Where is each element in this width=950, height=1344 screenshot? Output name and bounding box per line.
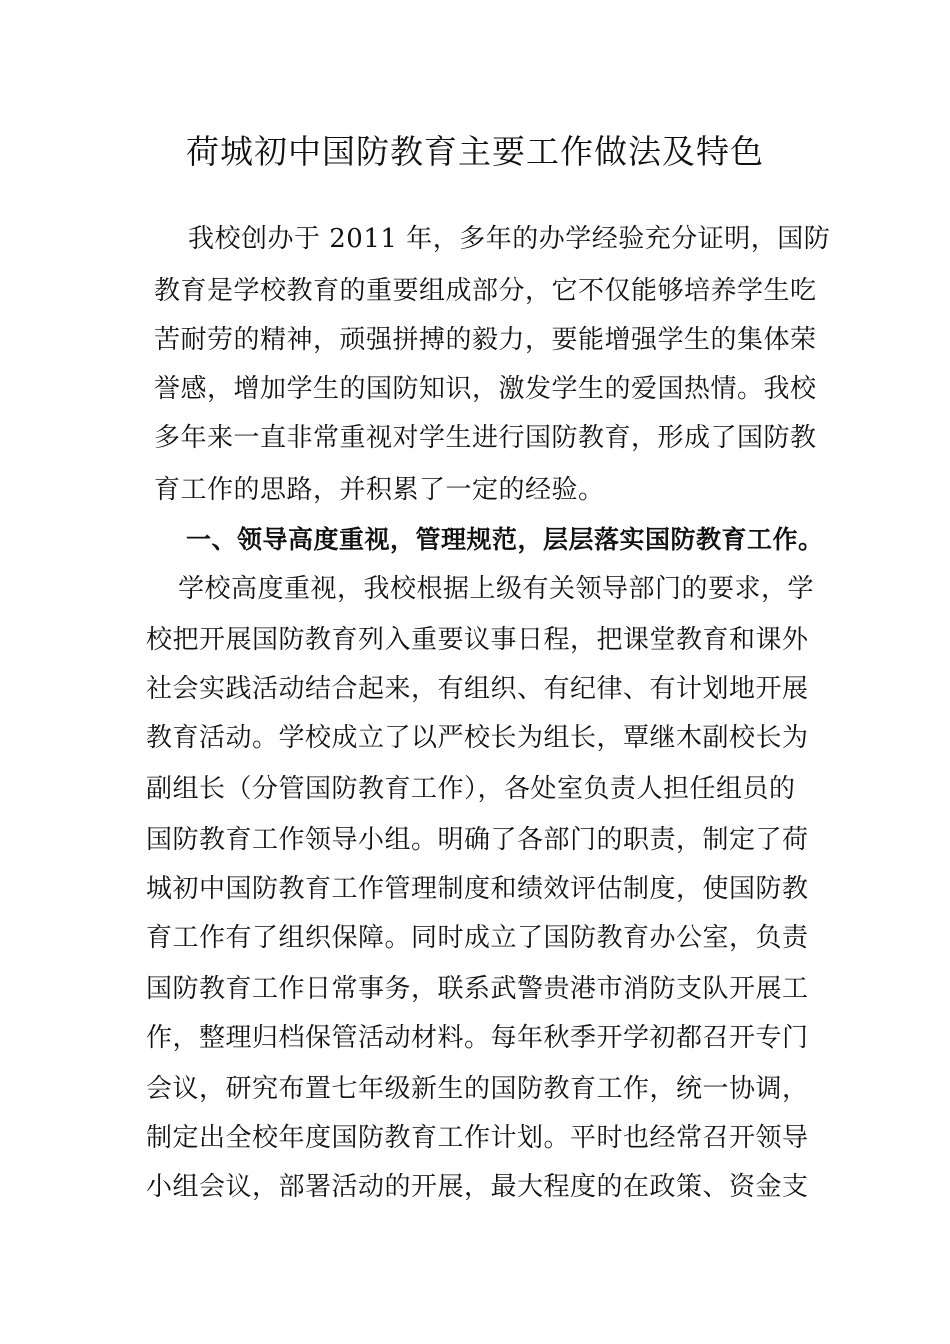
text-line: 国防教育工作领导小组。明确了各部门的职责，制定了荷	[146, 825, 809, 855]
text-line: 城初中国防教育工作管理制度和绩效评估制度，使国防教	[146, 874, 809, 904]
text-line: 小组会议，部署活动的开展，最大程度的在政策、资金支	[146, 1172, 809, 1202]
text-line: 副组长（分管国防教育工作），各处室负责人担任组员的	[146, 774, 796, 804]
text-line: 教育是学校教育的重要组成部分，它不仅能够培养学生吃	[154, 276, 817, 306]
text-line: 誉感，增加学生的国防知识，激发学生的爱国热情。我校	[154, 374, 817, 404]
text-line: 教育活动。学校成立了以严校长为组长，覃继木副校长为	[146, 723, 809, 753]
text-line: 育工作有了组织保障。同时成立了国防教育办公室，负责	[146, 923, 809, 953]
text-line: 苦耐劳的精神，顽强拼搏的毅力，要能增强学生的集体荣	[154, 325, 817, 355]
text-line: 作，整理归档保管活动材料。每年秋季开学初都召开专门	[146, 1023, 809, 1053]
text-line: 育工作的思路，并积累了一定的经验。	[154, 475, 605, 505]
text-line: 国防教育工作日常事务，联系武警贵港市消防支队开展工	[146, 974, 809, 1004]
text-line: 多年来一直非常重视对学生进行国防教育，形成了国防教	[154, 423, 817, 453]
text-line: 学校高度重视，我校根据上级有关领导部门的要求，学	[178, 574, 815, 604]
text-line: 会议，研究布置七年级新生的国防教育工作，统一协调，	[146, 1074, 809, 1104]
text-line: 校把开展国防教育列入重要议事日程，把课堂教育和课外	[146, 625, 809, 655]
section-heading: 一、领导高度重视，管理规范，层层落实国防教育工作。	[186, 525, 824, 554]
text-line: 社会实践活动结合起来，有组织、有纪律、有计划地开展	[146, 674, 809, 704]
text-line: 制定出全校年度国防教育工作计划。平时也经常召开领导	[146, 1123, 809, 1153]
text-line: 我校创办于 2011 年，多年的办学经验充分证明，国防	[188, 224, 831, 254]
page-title: 荷城初中国防教育主要工作做法及特色	[186, 132, 764, 171]
